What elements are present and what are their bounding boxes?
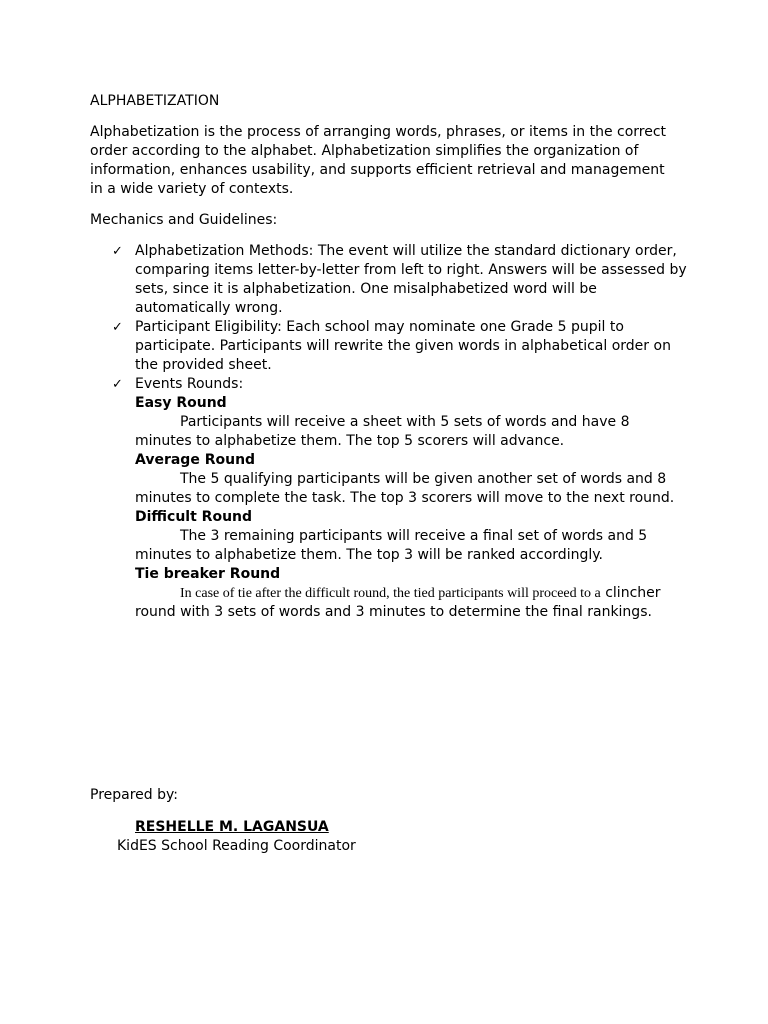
signer-name: RESHELLE M. LAGANSUA bbox=[135, 819, 329, 835]
round-title-tie-breaker: Tie breaker Round bbox=[135, 566, 281, 582]
document-title: ALPHABETIZATION bbox=[90, 93, 220, 109]
round-description-tie-breaker bbox=[135, 584, 690, 622]
check-icon: ✓ bbox=[112, 320, 123, 335]
list-item-eligibility bbox=[90, 318, 690, 375]
guidelines-list bbox=[90, 242, 690, 622]
check-icon: ✓ bbox=[112, 244, 123, 259]
round-title-easy: Easy Round bbox=[135, 395, 227, 411]
round-description-easy: Participants will receive a sheet with 5 sets of words and have 8 minutes to alphabetize them. The top 5 scorers will advance. bbox=[135, 414, 630, 449]
list-item-rounds bbox=[90, 375, 690, 622]
round-title-average: Average Round bbox=[135, 452, 256, 468]
round-title-difficult: Difficult Round bbox=[135, 509, 253, 525]
round-description-average: The 5 qualifying participants will be given another set of words and 8 minutes to complete the task. The top 3 scorers will move to the next round. bbox=[135, 471, 675, 506]
round-description-difficult: The 3 remaining participants will receive a final set of words and 5 minutes to alphabetize them. The top 3 will be ranked accordingly. bbox=[135, 528, 648, 563]
mechanics-heading: Mechanics and Guidelines: bbox=[90, 212, 278, 228]
guideline-text: Alphabetization Methods: The event will utilize the standard dictionary order, comparing items letter-by-letter from left to right. Answers will be assessed by sets, since it is alphabetization. One misalphabetized word will be automatically wrong. bbox=[135, 243, 687, 316]
tie-breaker-rest-text: clincher round with 3 sets of words and 3 minutes to determine the final rankings. bbox=[135, 585, 661, 620]
intro-paragraph: Alphabetization is the process of arranging words, phrases, or items in the correct order according to the alphabet. Alphabetization simplifies the organization of information, enhances usability, and supports efficient retrieval and management in a wide variety of contexts. bbox=[90, 124, 667, 197]
signer-role: KidES School Reading Coordinator bbox=[117, 838, 356, 854]
check-icon: ✓ bbox=[112, 377, 123, 392]
prepared-by-label: Prepared by: bbox=[90, 787, 178, 803]
guideline-text: Events Rounds: bbox=[135, 376, 244, 392]
list-item-methods bbox=[90, 242, 690, 318]
guideline-text: Participant Eligibility: Each school may nominate one Grade 5 pupil to participate. Participants will rewrite the given words in alphabetical order on the provided sheet. bbox=[135, 319, 671, 373]
document-body bbox=[90, 92, 690, 622]
tie-breaker-serif-text: In case of tie after the difficult round, the tied participants will proceed to a bbox=[180, 586, 601, 601]
